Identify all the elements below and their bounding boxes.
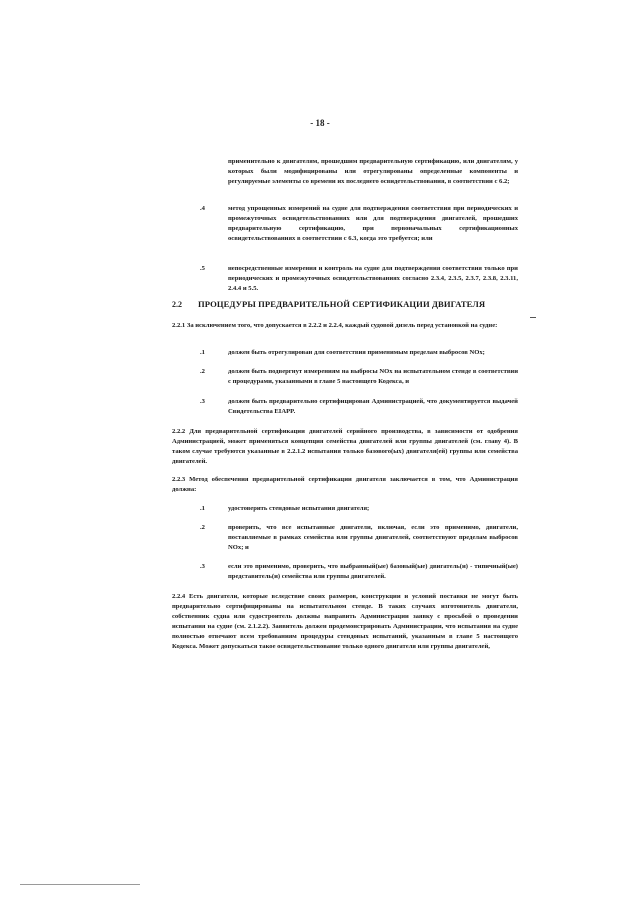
p221-lead: 2.2.1 За исключением того, что допускается в 2.2.2 и 2.2.4, каждый судовой дизель перед установкой на судне:	[172, 322, 498, 329]
p221-item-3-number: .3	[200, 398, 205, 405]
section-title: ПРОЦЕДУРЫ ПРЕДВАРИТЕЛЬНОЙ СЕРТИФИКАЦИИ ДВИГАТЕЛЯ	[198, 299, 486, 309]
p221-item-1-text-main: должен быть отрегулирован для соответствия применимым пределам выбросов NOx;	[228, 349, 485, 356]
scan-mark	[530, 317, 536, 318]
page-number: - 18 -	[310, 118, 330, 128]
p224-paragraph: 2.2.4 Есть двигатели, которые вследствие своих размеров, конструкции и условий поставки не могут быть предварительно сертифицированы на испытательном стенде. В таких случаях изготовитель двигателя, собственник судна или судостроитель должны направить Администрации заявку с просьбой о проведении испытания на судне (см. 2.1.2.2). Заявитель должен продемонстрировать Администрации, что испытания на судне полностью отвечают всем требованиям процедуры стендовых испытаний, указанным в главе 5 настоящего Кодекса. Может допускаться такое освидетельствование только одного двигателя или группы двигателей,	[172, 593, 518, 650]
item-4-number: .4	[200, 205, 205, 212]
p223-item-2-number: .2	[200, 524, 205, 531]
p223-item-2-text: проверить, что все испытанные двигатели, включая, если это применимо, двигатели, поставляемые в рамках семейства или группы двигателей, соответствуют пределам выбросов NOx; и	[228, 524, 518, 551]
p223-item-1-number: .1	[200, 505, 205, 512]
p223-lead: 2.2.3 Метод обеспечения предварительной сертификации двигателя заключается в том, что Администрация должна:	[172, 476, 518, 493]
scan-edge-line	[20, 884, 140, 885]
p221-item-1-number: .1	[200, 349, 205, 356]
p223-item-3-text: если это применимо, проверить, что выбранный(ые) базовый(ые) двигатель(и) - типичный(ые) представитель(и) семейства или группы двигателей.	[228, 563, 518, 580]
section-number: 2.2	[172, 300, 182, 309]
item-4-text: метод упрощенных измерений на судне для подтверждения соответствия при периодических и промежуточных освидетельствованиях или для подтверждения двигателей, прошедших предварительную сертификацию, при первоначальных сертификационных освидетельствованиях в соответствии с 6.3, когда это требуется; или	[228, 205, 518, 242]
p221-item-2-text: должен быть подвергнут измерениям на выбросы NOx на испытательном стенде в соответствии с процедурами, указанными в главе 5 настоящего Кодекса, и	[228, 368, 518, 385]
intro-paragraph: применительно к двигателям, прошедшим предварительную сертификацию, или двигателям, у которых были модифицированы или отрегулированы определенные компоненты и регулируемые элементы со времени их последнего освидетельствования, в соответствии с 6.2;	[228, 158, 518, 185]
p223-item-3-number: .3	[200, 563, 205, 570]
item-5-text: непосредственные измерения и контроль на судне для подтверждения соответствия только при периодических и промежуточных освидетельствованиях согласно 2.3.4, 2.3.5, 2.3.7, 2.3.8, 2.3.11, 2.4.4 и 5.5.	[228, 265, 518, 292]
p223-item-1-text: удостоверить стендовые испытания двигателя;	[228, 505, 370, 512]
p221-item-1-text	[228, 348, 518, 358]
item-5-number: .5	[200, 265, 205, 272]
p222-paragraph: 2.2.2 Для предварительной сертификации двигателей серийного производства, в зависимости от одобрения Администрацией, может применяться концепция семейства двигателей или группы двигателей (см. главу 4). В таком случае требуются указанные в 2.2.1.2 испытания только базового(ых) двигателя(ей) группы или семейства двигателей.	[172, 428, 518, 465]
p221-item-2-number: .2	[200, 368, 205, 375]
p221-item-3-text: должен быть предварительно сертифицирован Администрацией, что документируется выдачей Свидетельства EIAPP.	[228, 398, 518, 415]
